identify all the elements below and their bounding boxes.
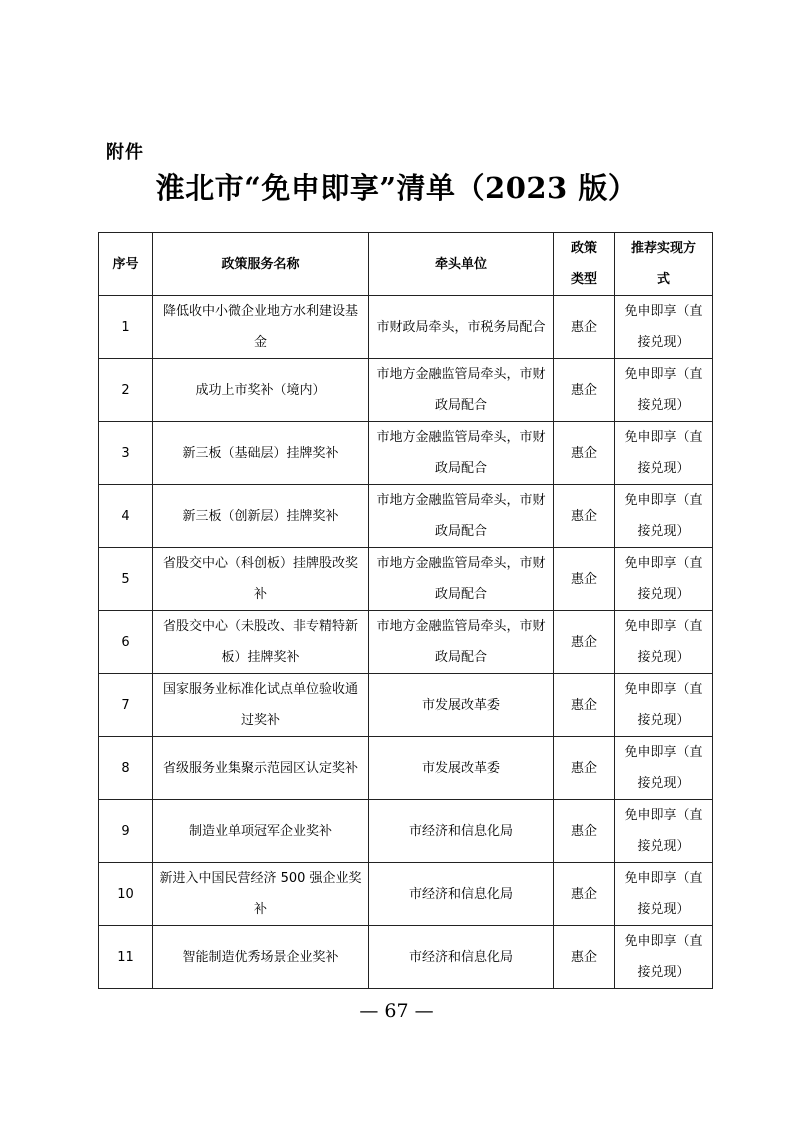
policy-type: 惠企	[554, 359, 615, 422]
table-row	[99, 548, 713, 611]
row-number: 5	[99, 548, 153, 611]
policy-type: 惠企	[554, 548, 615, 611]
implementation-method: 免申即享（直接兑现）	[615, 422, 713, 485]
implementation-method: 免申即享（直接兑现）	[615, 926, 713, 989]
policy-name: 新三板（基础层）挂牌奖补	[153, 422, 369, 485]
column-header-policy-name: 政策服务名称	[153, 233, 369, 296]
implementation-method: 免申即享（直接兑现）	[615, 674, 713, 737]
row-number: 10	[99, 863, 153, 926]
implementation-method: 免申即享（直接兑现）	[615, 737, 713, 800]
row-number: 3	[99, 422, 153, 485]
policy-name: 智能制造优秀场景企业奖补	[153, 926, 369, 989]
policy-type: 惠企	[554, 737, 615, 800]
lead-unit: 市地方金融监管局牵头，市财政局配合	[369, 359, 554, 422]
table-row	[99, 926, 713, 989]
policy-type: 惠企	[554, 611, 615, 674]
policy-name: 制造业单项冠军企业奖补	[153, 800, 369, 863]
policy-name: 成功上市奖补（境内）	[153, 359, 369, 422]
policy-name: 省股交中心（科创板）挂牌股改奖补	[153, 548, 369, 611]
row-number: 6	[99, 611, 153, 674]
implementation-method: 免申即享（直接兑现）	[615, 800, 713, 863]
policy-name: 新进入中国民营经济 500 强企业奖补	[153, 863, 369, 926]
policy-type: 惠企	[554, 296, 615, 359]
lead-unit: 市发展改革委	[369, 674, 554, 737]
policy-name: 省股交中心（未股改、非专精特新板）挂牌奖补	[153, 611, 369, 674]
table-row	[99, 611, 713, 674]
row-number: 9	[99, 800, 153, 863]
lead-unit: 市财政局牵头，市税务局配合	[369, 296, 554, 359]
table-row	[99, 863, 713, 926]
table-header-row	[99, 233, 713, 296]
table-row	[99, 485, 713, 548]
table-row	[99, 359, 713, 422]
table-row	[99, 800, 713, 863]
column-header-lead-unit: 牵头单位	[369, 233, 554, 296]
implementation-method: 免申即享（直接兑现）	[615, 485, 713, 548]
column-header-method: 推荐实现方式	[615, 233, 713, 296]
table-row	[99, 422, 713, 485]
lead-unit: 市地方金融监管局牵头，市财政局配合	[369, 548, 554, 611]
policy-type: 惠企	[554, 863, 615, 926]
column-header-number: 序号	[99, 233, 153, 296]
lead-unit: 市发展改革委	[369, 737, 554, 800]
lead-unit: 市经济和信息化局	[369, 926, 554, 989]
implementation-method: 免申即享（直接兑现）	[615, 548, 713, 611]
lead-unit: 市经济和信息化局	[369, 863, 554, 926]
table-body	[99, 296, 713, 989]
policy-type: 惠企	[554, 800, 615, 863]
table-row	[99, 296, 713, 359]
lead-unit: 市地方金融监管局牵头，市财政局配合	[369, 485, 554, 548]
lead-unit: 市地方金融监管局牵头，市财政局配合	[369, 611, 554, 674]
implementation-method: 免申即享（直接兑现）	[615, 359, 713, 422]
lead-unit: 市经济和信息化局	[369, 800, 554, 863]
lead-unit: 市地方金融监管局牵头，市财政局配合	[369, 422, 554, 485]
row-number: 8	[99, 737, 153, 800]
page-number: — 67 —	[359, 1000, 434, 1022]
policy-type: 惠企	[554, 422, 615, 485]
policy-table	[98, 232, 713, 989]
policy-type: 惠企	[554, 485, 615, 548]
policy-type: 惠企	[554, 926, 615, 989]
implementation-method: 免申即享（直接兑现）	[615, 611, 713, 674]
column-header-policy-type: 政策类型	[554, 233, 615, 296]
table-row	[99, 737, 713, 800]
row-number: 11	[99, 926, 153, 989]
row-number: 1	[99, 296, 153, 359]
policy-name: 国家服务业标准化试点单位验收通过奖补	[153, 674, 369, 737]
policy-name: 省级服务业集聚示范园区认定奖补	[153, 737, 369, 800]
row-number: 4	[99, 485, 153, 548]
policy-name: 降低收中小微企业地方水利建设基金	[153, 296, 369, 359]
row-number: 2	[99, 359, 153, 422]
policy-name: 新三板（创新层）挂牌奖补	[153, 485, 369, 548]
implementation-method: 免申即享（直接兑现）	[615, 863, 713, 926]
policy-type: 惠企	[554, 674, 615, 737]
document-title: 淮北市“免申即享”清单（2023 版）	[155, 171, 638, 205]
row-number: 7	[99, 674, 153, 737]
table-row	[99, 674, 713, 737]
attachment-label: 附件	[106, 142, 144, 163]
implementation-method: 免申即享（直接兑现）	[615, 296, 713, 359]
